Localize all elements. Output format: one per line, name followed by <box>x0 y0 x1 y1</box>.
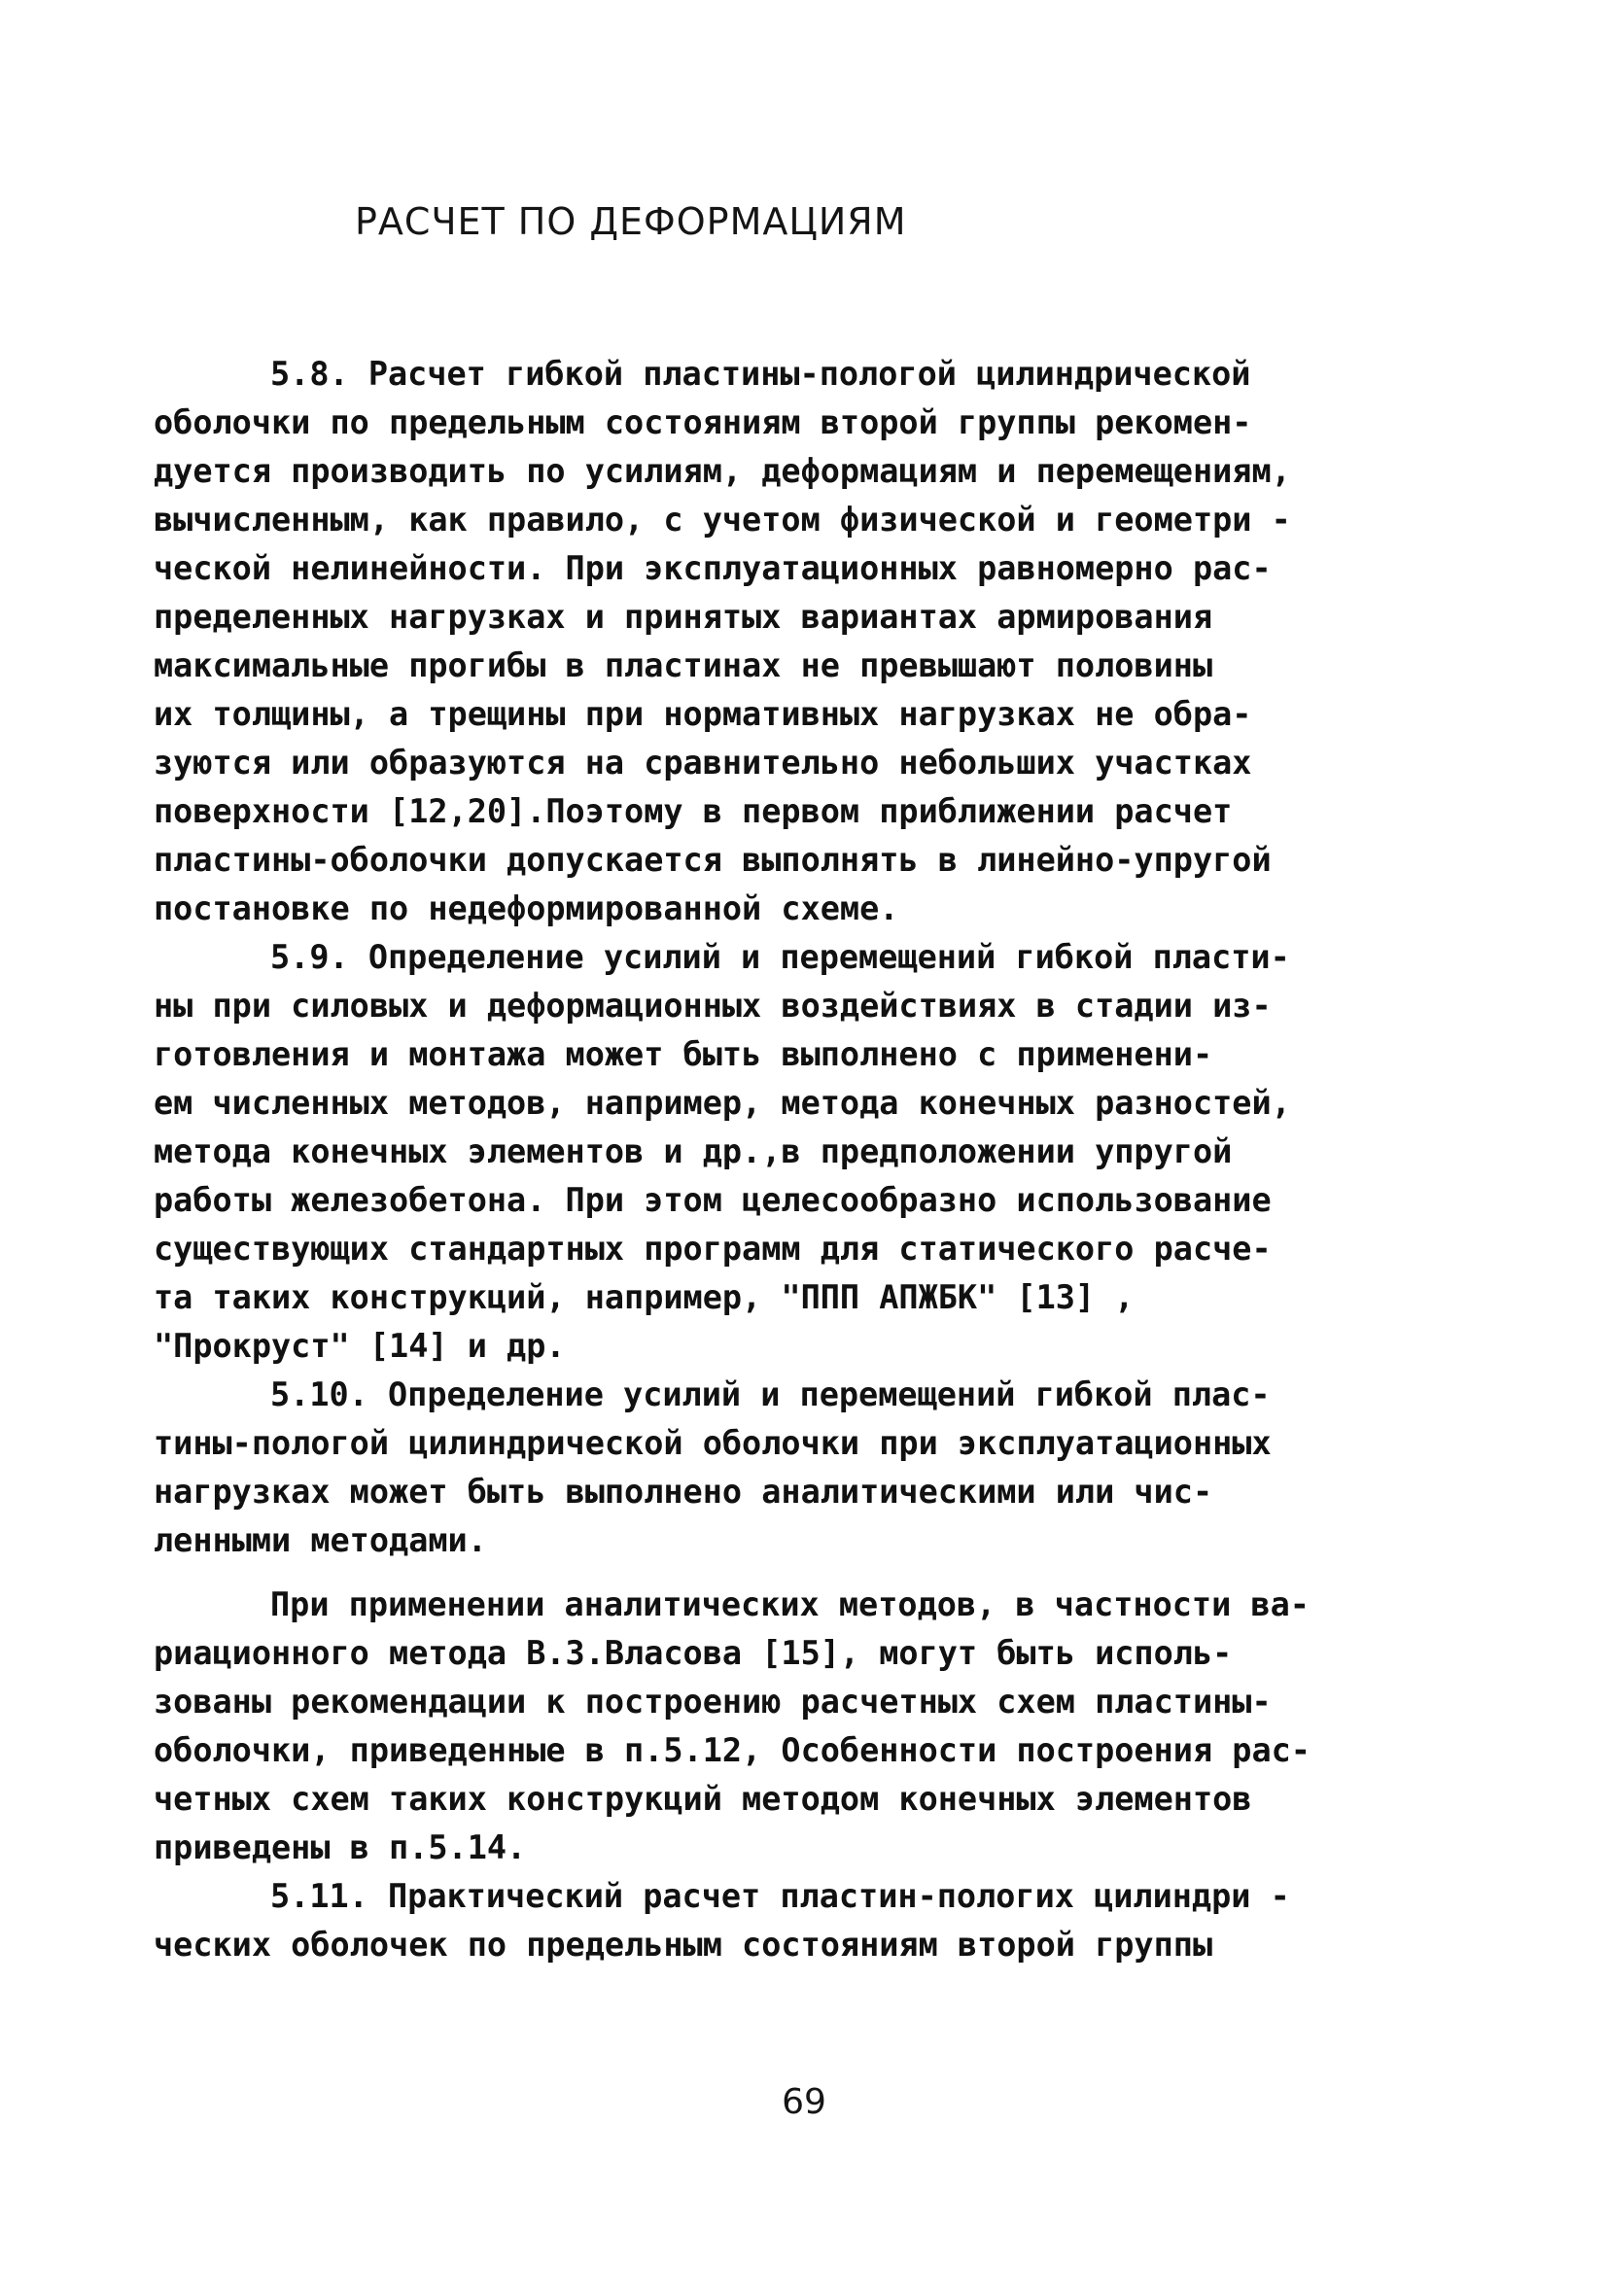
text-line: ем численных методов, например, метода конечных разностей, <box>154 1084 1291 1122</box>
text-line: пластины-оболочки допускается выполнять в линейно-упругой <box>154 841 1272 879</box>
body-text <box>154 350 1486 1969</box>
text-line: ны при силовых и деформационных воздействиях в стадии из- <box>154 987 1272 1025</box>
text-line: риационного метода В.З.Власова [15], могут быть исполь- <box>154 1634 1233 1672</box>
text-line: ческих оболочек по предельным состояниям второй группы <box>154 1926 1213 1964</box>
text-line: 5.10. Определение усилий и перемещений гибкой плас- <box>270 1375 1271 1413</box>
text-line: ленными методами. <box>154 1521 487 1559</box>
text-line: пределенных нагрузках и принятых вариантах армирования <box>154 598 1213 636</box>
text-line: приведены в п.5.14. <box>154 1828 527 1866</box>
text-line: вычисленным, как правило, с учетом физической и геометри - <box>154 501 1291 539</box>
paragraph-5-9 <box>154 933 1486 1371</box>
text-line: четных схем таких конструкций методом конечных элементов <box>154 1780 1252 1818</box>
text-line: их толщины, а трещины при нормативных нагрузках не обра- <box>154 695 1252 733</box>
text-line: ческой нелинейности. При эксплуатационных равномерно рас- <box>154 549 1272 587</box>
paragraph-analytical-methods <box>154 1581 1486 1872</box>
text-line: готовления и монтажа может быть выполнено с применени- <box>154 1035 1213 1073</box>
paragraph-5-8 <box>154 350 1486 933</box>
text-line: 5.9. Определение усилий и перемещений гибкой пласти- <box>270 938 1290 976</box>
text-line: оболочки, приведенные в п.5.12, Особенности построения рас- <box>154 1731 1311 1769</box>
text-line: При применении аналитических методов, в частности ва- <box>270 1585 1310 1623</box>
text-line: постановке по недеформированной схеме. <box>154 889 899 927</box>
text-line: "Прокруст" [14] и др. <box>154 1327 566 1365</box>
text-line: 5.8. Расчет гибкой пластины-пологой цилиндрической <box>270 355 1251 393</box>
text-line: зованы рекомендации к построению расчетных схем пластины- <box>154 1683 1272 1721</box>
paragraph-5-11 <box>154 1872 1486 1969</box>
text-line: максимальные прогибы в пластинах не превышают половины <box>154 646 1213 684</box>
paragraph-5-10 <box>154 1371 1486 1565</box>
text-line: та таких конструкций, например, "ППП АПЖБК" [13] , <box>154 1278 1135 1316</box>
text-line: существующих стандартных программ для статического расче- <box>154 1230 1272 1268</box>
text-line: нагрузках может быть выполнено аналитическими или чис- <box>154 1473 1213 1511</box>
text-line: зуются или образуются на сравнительно небольших участках <box>154 744 1252 782</box>
text-line: работы железобетона. При этом целесообразно использование <box>154 1181 1272 1219</box>
text-line: оболочки по предельным состояниям второй группы рекомен- <box>154 403 1252 441</box>
text-line: дуется производить по усилиям, деформациям и перемещениям, <box>154 452 1291 490</box>
text-line: тины-пологой цилиндрической оболочки при эксплуатационных <box>154 1424 1272 1462</box>
text-line: поверхности [12,20].Поэтому в первом приближении расчет <box>154 792 1233 830</box>
text-line: 5.11. Практический расчет пластин-пологих цилиндри - <box>270 1877 1290 1915</box>
page-number: 69 <box>782 2082 826 2122</box>
text-line: метода конечных элементов и др.,в предположении упругой <box>154 1132 1233 1170</box>
section-heading: РАСЧЕТ ПО ДЕФОРМАЦИЯМ <box>355 200 907 243</box>
